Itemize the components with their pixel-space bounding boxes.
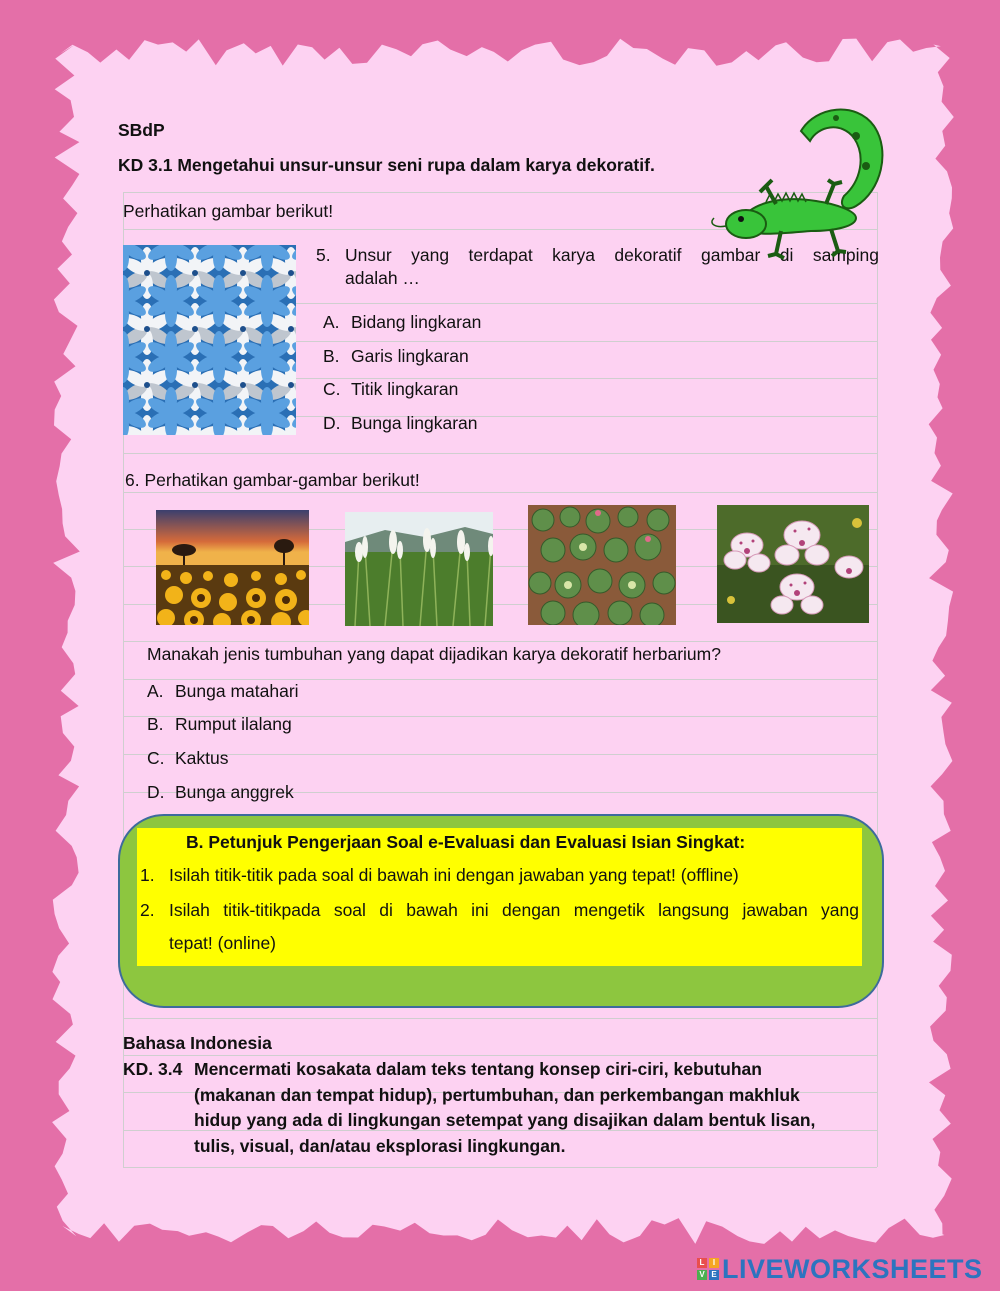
logo-letter: E (709, 1270, 719, 1280)
table-line (123, 1018, 877, 1019)
bahasa-kd-line: (makanan dan tempat hidup), pertumbuhan, dan perkembangan makhluk (194, 1085, 800, 1105)
instruction-text: Isilah titik-titikpada soal di bawah ini dengan mengetik langsung jawaban yang (169, 900, 859, 920)
bahasa-kd-line: hidup yang ada di lingkungan setempat yang disajikan dalam bentuk lisan, (194, 1110, 816, 1130)
option-letter: B. (323, 346, 340, 366)
bahasa-kd-label: KD. 3.4 (123, 1059, 183, 1079)
instruction-number: 1. (140, 865, 155, 885)
q5-option-b[interactable] (323, 346, 469, 367)
option-text: Bunga matahari (175, 681, 299, 701)
subject-title: SBdP (118, 120, 165, 140)
table-line (123, 641, 877, 642)
option-letter: B. (147, 714, 164, 734)
intro-text: Perhatikan gambar berikut! (123, 201, 334, 221)
q5-text-line1: Unsur yang terdapat karya dekoratif gambar di samping (345, 245, 879, 265)
option-letter: C. (147, 748, 165, 768)
q6-option-b[interactable] (147, 714, 292, 735)
logo-grid-icon (697, 1258, 719, 1280)
sunflower-image (156, 510, 309, 625)
q6-intro: 6. Perhatikan gambar-gambar berikut! (125, 470, 420, 490)
decorative-pattern-image (123, 245, 296, 435)
option-letter: A. (323, 312, 340, 332)
option-letter: C. (323, 379, 341, 399)
table-line (123, 679, 877, 680)
liveworksheets-logo (697, 1254, 983, 1284)
table-line (123, 1167, 877, 1168)
q5-option-c[interactable] (323, 379, 458, 400)
cactus-image (528, 505, 676, 625)
q5-option-a[interactable] (323, 312, 481, 333)
option-text: Garis lingkaran (351, 346, 469, 366)
kd-title: KD 3.1 Mengetahui unsur-unsur seni rupa dalam karya dekoratif. (118, 155, 655, 175)
table-line (123, 1055, 877, 1056)
option-text: Bunga lingkaran (351, 413, 478, 433)
q5-option-d[interactable] (323, 413, 477, 434)
q5-number: 5. (316, 245, 331, 265)
grass-image (345, 512, 493, 626)
bahasa-kd-line: tulis, visual, dan/atau eksplorasi lingkungan. (194, 1136, 566, 1156)
table-line (123, 453, 877, 454)
logo-text: LIVEWORKSHEETS (722, 1253, 983, 1284)
logo-letter: L (697, 1258, 707, 1268)
table-line (123, 754, 877, 755)
orchid-image (717, 505, 869, 623)
q6-question: Manakah jenis tumbuhan yang dapat dijadikan karya dekoratif herbarium? (147, 644, 721, 664)
q5-text-line2: adalah … (345, 268, 420, 288)
lizard-illustration (706, 96, 896, 276)
option-text: Bunga anggrek (175, 782, 294, 802)
instruction-text-cont: tepat! (online) (169, 933, 277, 953)
table-right-border (877, 192, 878, 1167)
q6-option-d[interactable] (147, 782, 294, 803)
option-text: Bidang lingkaran (351, 312, 482, 332)
table-line (123, 492, 877, 493)
option-letter: D. (147, 782, 165, 802)
bahasa-kd-line: Mencermati kosakata dalam teks tentang konsep ciri-ciri, kebutuhan (194, 1059, 762, 1079)
option-text: Kaktus (175, 748, 229, 768)
q6-option-a[interactable] (147, 681, 299, 702)
logo-letter: V (697, 1270, 707, 1280)
logo-letter: I (709, 1258, 719, 1268)
instruction-number: 2. (140, 900, 155, 920)
bahasa-subject: Bahasa Indonesia (123, 1033, 272, 1053)
instructions-title: B. Petunjuk Pengerjaan Soal e-Evaluasi dan Evaluasi Isian Singkat: (186, 832, 746, 852)
option-text: Titik lingkaran (351, 379, 459, 399)
q6-option-c[interactable] (147, 748, 229, 769)
option-letter: A. (147, 681, 164, 701)
option-text: Rumput ilalang (175, 714, 292, 734)
option-letter: D. (323, 413, 341, 433)
instruction-text: Isilah titik-titik pada soal di bawah ini dengan jawaban yang tepat! (offline) (169, 865, 739, 885)
